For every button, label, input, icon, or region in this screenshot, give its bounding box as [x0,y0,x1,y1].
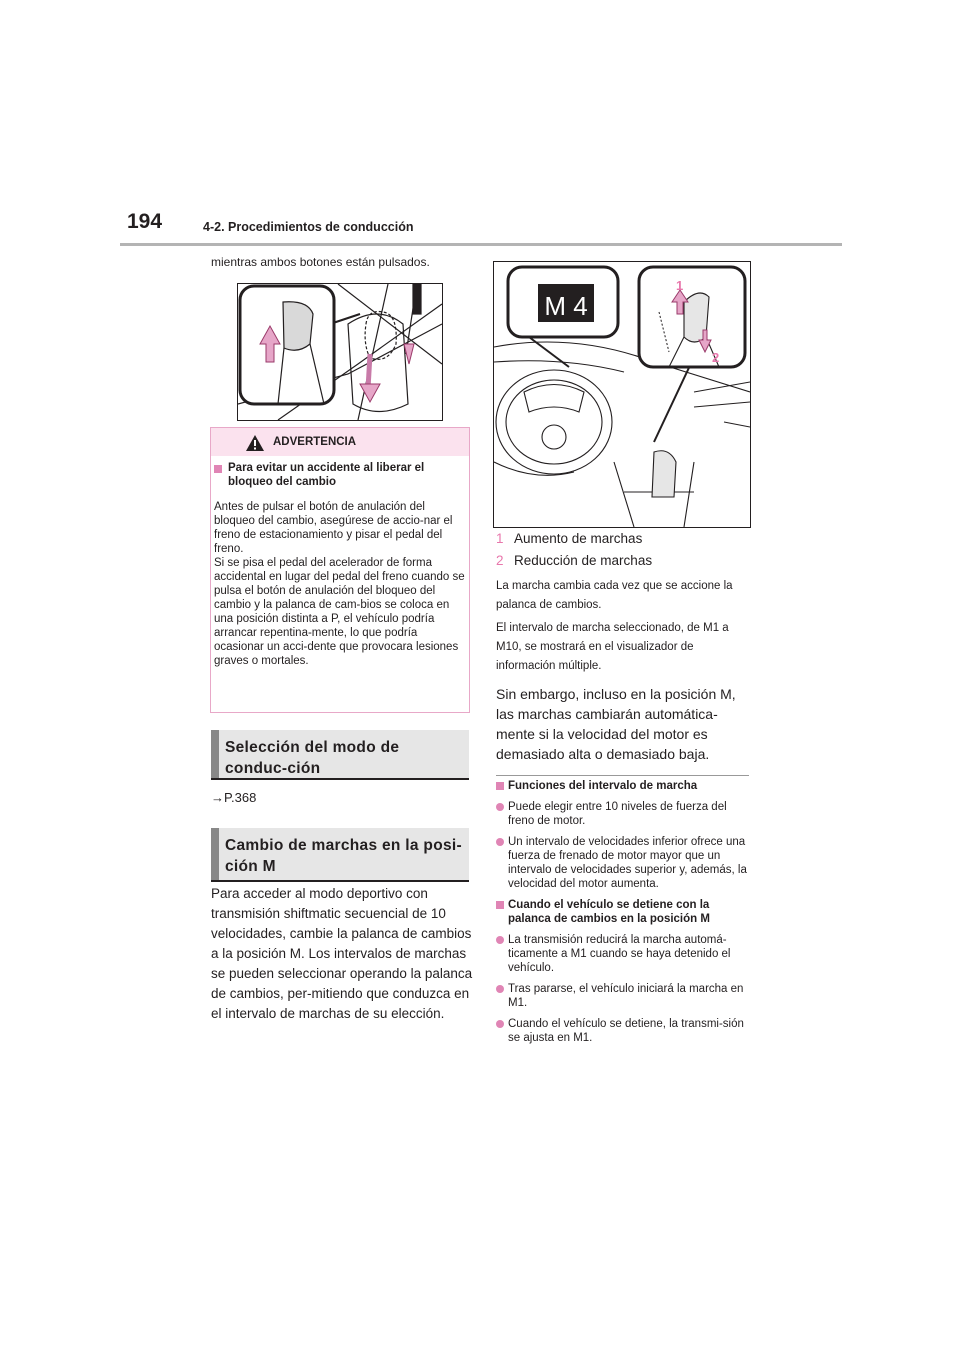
note-text: Funciones del intervalo de marcha [508,780,698,792]
round-bullet-icon [496,838,504,846]
section-heading-driving-mode [211,730,469,780]
shift-lock-drawing [238,284,442,420]
divider [496,775,749,776]
note-text: Tras pararse, el vehículo iniciará la marcha en M1. [508,983,744,1009]
square-bullet-icon [496,782,504,790]
warning-square-bullet [214,465,222,473]
note-text: Cuando el vehículo se detiene con la palanca de cambios en la posición M [508,899,710,925]
note-bullet [496,800,754,828]
section-title: 4-2. Procedimientos de conducción [203,220,414,234]
legend-label-2: Reducción de marchas [514,553,653,568]
gear-display-text: M 4 [544,291,588,321]
note-bullet [496,835,754,891]
round-bullet-icon [496,985,504,993]
callout-1: 1 [676,278,684,293]
square-bullet-icon [496,901,504,909]
shift-lock-illustration [237,283,443,421]
legend-number-2: 2 [496,553,504,568]
header-rule [120,243,842,246]
gear-range-paragraph: El intervalo de marcha seleccionado, de M1 a M10, se mostrará en el visualizador de información múltiple. [496,622,729,672]
warning-box [210,427,470,713]
section-heading-m-position [211,828,469,882]
round-bullet-icon [496,803,504,811]
heading-text: Selección del modo de conduc-ción [225,739,400,777]
warning-triangle-icon [245,434,265,452]
round-bullet-icon [496,936,504,944]
legend-number-1: 1 [496,531,504,546]
heading-bar [211,730,219,778]
legend-label-1: Aumento de marchas [514,531,643,546]
note-text: Cuando el vehículo se detiene, la transmi-sión se ajusta en M1. [508,1018,744,1044]
note-bullet [496,982,754,1010]
manual-shift-illustration [493,261,751,528]
note-bullet [496,933,754,975]
gear-change-paragraph: La marcha cambia cada vez que se accione la palanca de cambios. [496,580,733,611]
cockpit-drawing [494,262,750,527]
warning-heading: Para evitar un accidente al liberar el bloqueo del cambio [228,462,425,488]
heading-text: Cambio de marchas en la posi-ción M [225,837,462,875]
note-text: Puede elegir entre 10 niveles de fuerza del freno de motor. [508,801,727,827]
note-heading [496,898,754,926]
callout-2: 2 [712,350,720,365]
intro-text: mientras ambos botones están pulsados. [211,255,430,269]
warning-body: Antes de pulsar el botón de anulación del bloqueo del cambio, asegúrese de accio-nar el freno de estacionamiento y pisar el pedal del freno. Si se pisa el pedal del acelerador de forma accidental en lugar del pedal del freno cuando se pulsa el botón de anulación del bloqueo del cambio y la palanca de cam-bios se coloca en una posición distinta a P, el vehículo podría arrancar repentina-mente, lo que podría ocasionar un acci-dente que provocara lesiones graves o mortales. [214,501,465,667]
heading-bar [211,828,219,880]
note-heading [496,779,754,793]
notes-list [496,779,754,1052]
m-position-paragraph: Para acceder al modo deportivo con transmisión shiftmatic secuencial de 10 velocidades, cambie la palanca de cambios a la posición M. Los intervalos de marchas se pueden seleccionar operando la palanca de cambios, per-mitiendo que conduzca en el intervalo de marchas de su elección. [211,886,473,1021]
auto-shift-paragraph: Sin embargo, incluso en la posición M, las marchas cambiarán automática-mente si la velocidad del motor es demasiado alta o demasiado baja. [496,686,736,762]
round-bullet-icon [496,1020,504,1028]
page-number: 194 [127,210,163,233]
note-bullet [496,1017,754,1045]
note-text: La transmisión reducirá la marcha automá-ticamente a M1 cuando se haya detenido el vehículo. [508,934,731,974]
warning-title: ADVERTENCIA [273,436,357,448]
page-reference: →P.368 [211,790,257,805]
note-text: Un intervalo de velocidades inferior ofrece una fuerza de frenado de motor mayor que un intervalo de velocidades superior y, además, la velocidad del motor aumenta. [508,836,747,890]
